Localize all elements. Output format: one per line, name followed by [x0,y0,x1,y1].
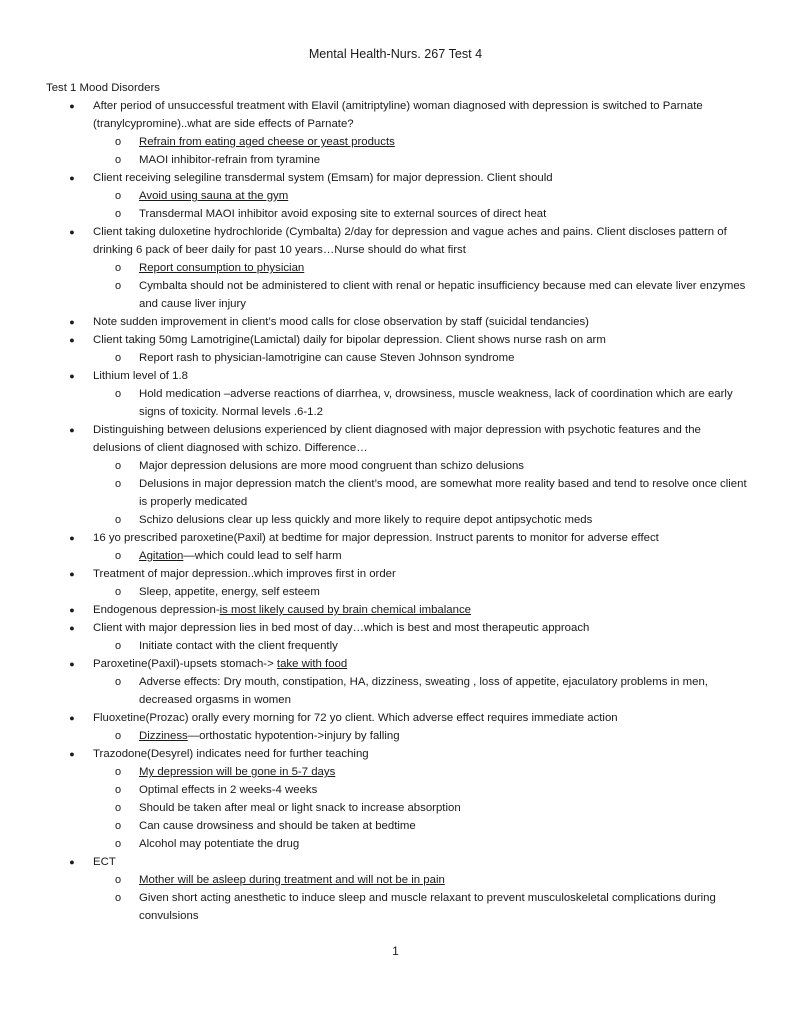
sub-bullet-item [0,187,791,205]
item-text: Client taking duloxetine hydrochloride (Cymbalta) 2/day for depression and vague aches and pains. Client discloses pattern of drinking 6 pack of beer daily for past 10 years…Nurse should do what first [93,226,727,256]
bullet-item [0,313,791,331]
bullet-circle-icon: o [114,784,122,796]
bullet-item [0,745,791,763]
underlined-text: Refrain from eating aged cheese or yeast products [139,136,395,148]
sub-bullet-item [0,727,791,745]
bullet-dot-icon: ● [69,623,75,633]
item-text: Major depression delusions are more mood congruent than schizo delusions [139,460,524,472]
bullet-circle-icon: o [114,586,122,598]
item-text: MAOI inhibitor-refrain from tyramine [139,154,321,166]
bullet-circle-icon: o [114,478,122,490]
item-text: 16 yo prescribed paroxetine(Paxil) at bedtime for major depression. Instruct parents to monitor for adverse effect [93,532,659,544]
underlined-text: Mother will be asleep during treatment and will not be in pain [139,874,445,886]
item-text: Hold medication –adverse reactions of diarrhea, v, drowsiness, muscle weakness, lack of coordination which are early signs of toxicity. Normal levels .6-1.2 [139,388,733,418]
bullet-item [0,619,791,637]
bullet-dot-icon: ● [69,317,75,327]
item-text: Transdermal MAOI inhibitor avoid exposing site to external sources of direct heat [139,208,547,220]
underlined-text: Avoid using sauna at the gym [139,190,289,202]
page-number: 1 [392,944,399,958]
item-text: Lithium level of 1.8 [93,370,188,382]
item-text: Note sudden improvement in client’s mood calls for close observation by staff (suicidal tendancies) [93,316,589,328]
bullet-dot-icon: ● [69,371,75,381]
item-text: Fluoxetine(Prozac) orally every morning for 72 yo client. Which adverse effect requires immediate action [93,712,618,724]
item-text: Paroxetine(Paxil)-upsets stomach-> [93,658,277,670]
sub-bullet-item [0,385,791,421]
bullet-circle-icon: o [114,460,122,472]
sub-bullet-item [0,673,791,709]
bullet-item [0,421,791,457]
item-text: Adverse effects: Dry mouth, constipation, HA, dizziness, sweating , loss of appetite, ejaculatory problems in men, decreased orgasms in women [139,676,708,706]
bullet-circle-icon: o [114,838,122,850]
item-text: Distinguishing between delusions experienced by client diagnosed with major depression with psychotic features and the delusions of client diagnosed with schizo. Difference… [93,424,701,454]
bullet-circle-icon: o [114,262,122,274]
bullet-circle-icon: o [114,730,122,742]
item-text: —which could lead to self harm [183,550,342,562]
sub-bullet-item [0,151,791,169]
bullet-circle-icon: o [114,352,122,364]
item-text: Delusions in major depression match the client’s mood, are somewhat more reality based and tend to resolve once client is properly medicated [139,478,747,508]
sub-bullet-item [0,457,791,475]
bullet-item [0,655,791,673]
item-text: Trazodone(Desyrel) indicates need for further teaching [93,748,369,760]
item-text: Client taking 50mg Lamotrigine(Lamictal) daily for bipolar depression. Client shows nurse rash on arm [93,334,606,346]
item-text: Client receiving selegiline transdermal system (Emsam) for major depression. Client should [93,172,553,184]
bullet-circle-icon: o [114,136,122,148]
bullet-circle-icon: o [114,802,122,814]
bullet-item [0,367,791,385]
item-text: Given short acting anesthetic to induce sleep and muscle relaxant to prevent musculoskeletal complications during convulsions [139,892,716,922]
sub-bullet-item [0,835,791,853]
section-heading: Test 1 Mood Disorders [46,82,160,94]
item-text: Should be taken after meal or light snack to increase absorption [139,802,461,814]
bullet-dot-icon: ● [69,533,75,543]
sub-bullet-item [0,205,791,223]
bullet-circle-icon: o [114,820,122,832]
bullet-item [0,853,791,871]
underlined-text: My depression will be gone in 5-7 days [139,766,336,778]
bullet-dot-icon: ● [69,605,75,615]
sub-bullet-item [0,817,791,835]
bullet-circle-icon: o [114,208,122,220]
item-text: ECT [93,856,116,868]
item-text: Schizo delusions clear up less quickly and more likely to require depot antipsychotic meds [139,514,593,526]
underlined-text: is most likely caused by brain chemical imbalance [219,604,471,616]
bullet-item [0,565,791,583]
bullet-item [0,709,791,727]
item-text: Report rash to physician-lamotrigine can cause Steven Johnson syndrome [139,352,515,364]
bullet-dot-icon: ● [69,857,75,867]
document-title: Mental Health-Nurs. 267 Test 4 [308,47,483,61]
sub-bullet-item [0,781,791,799]
bullet-dot-icon: ● [69,659,75,669]
bullet-dot-icon: ● [69,713,75,723]
item-text: Initiate contact with the client frequently [139,640,338,652]
sub-bullet-item [0,871,791,889]
bullet-circle-icon: o [114,676,122,688]
item-text: Cymbalta should not be administered to client with renal or hepatic insufficiency because med can elevate liver enzymes and cause liver injury [139,280,746,310]
bullet-circle-icon: o [114,550,122,562]
bullet-dot-icon: ● [69,227,75,237]
bullet-dot-icon: ● [69,335,75,345]
bullet-item [0,97,791,133]
sub-bullet-item [0,475,791,511]
item-text: Can cause drowsiness and should be taken at bedtime [139,820,416,832]
sub-bullet-item [0,133,791,151]
item-text: Optimal effects in 2 weeks-4 weeks [139,784,318,796]
underlined-text: Report consumption to physician [139,262,305,274]
item-text: —orthostatic hypotention->injury by falling [187,730,400,742]
bullet-dot-icon: ● [69,569,75,579]
sub-bullet-item [0,349,791,367]
sub-bullet-item [0,799,791,817]
underlined-text: take with food [276,658,348,670]
bullet-circle-icon: o [114,874,122,886]
sub-bullet-item [0,547,791,565]
bullet-circle-icon: o [114,154,122,166]
item-text: Client with major depression lies in bed most of day…which is best and most therapeutic approach [93,622,590,634]
sub-bullet-item [0,511,791,529]
bullet-item [0,223,791,259]
item-text: Alcohol may potentiate the drug [139,838,300,850]
bullet-dot-icon: ● [69,425,75,435]
bullet-item [0,169,791,187]
bullet-circle-icon: o [114,280,122,292]
bullet-circle-icon: o [114,766,122,778]
bullet-dot-icon: ● [69,101,75,111]
bullet-circle-icon: o [114,514,122,526]
sub-bullet-item [0,259,791,277]
sub-bullet-item [0,583,791,601]
bullet-item [0,331,791,349]
underlined-text: Agitation [139,550,184,562]
sub-bullet-item [0,889,791,925]
bullet-circle-icon: o [114,892,122,904]
item-text: Treatment of major depression..which improves first in order [93,568,396,580]
bullet-circle-icon: o [114,190,122,202]
bullet-dot-icon: ● [69,173,75,183]
underlined-text: Dizziness [139,730,188,742]
notes-list [0,97,791,925]
bullet-dot-icon: ● [69,749,75,759]
bullet-item [0,601,791,619]
item-text: After period of unsuccessful treatment with Elavil (amitriptyline) woman diagnosed with depression is switched to Parnate (tranylcypromine)..what are side effects of Parnate? [93,100,703,130]
sub-bullet-item [0,637,791,655]
sub-bullet-item [0,763,791,781]
bullet-circle-icon: o [114,388,122,400]
item-text: Endogenous depression- [93,604,220,616]
bullet-item [0,529,791,547]
item-text: Sleep, appetite, energy, self esteem [139,586,320,598]
bullet-circle-icon: o [114,640,122,652]
sub-bullet-item [0,277,791,313]
